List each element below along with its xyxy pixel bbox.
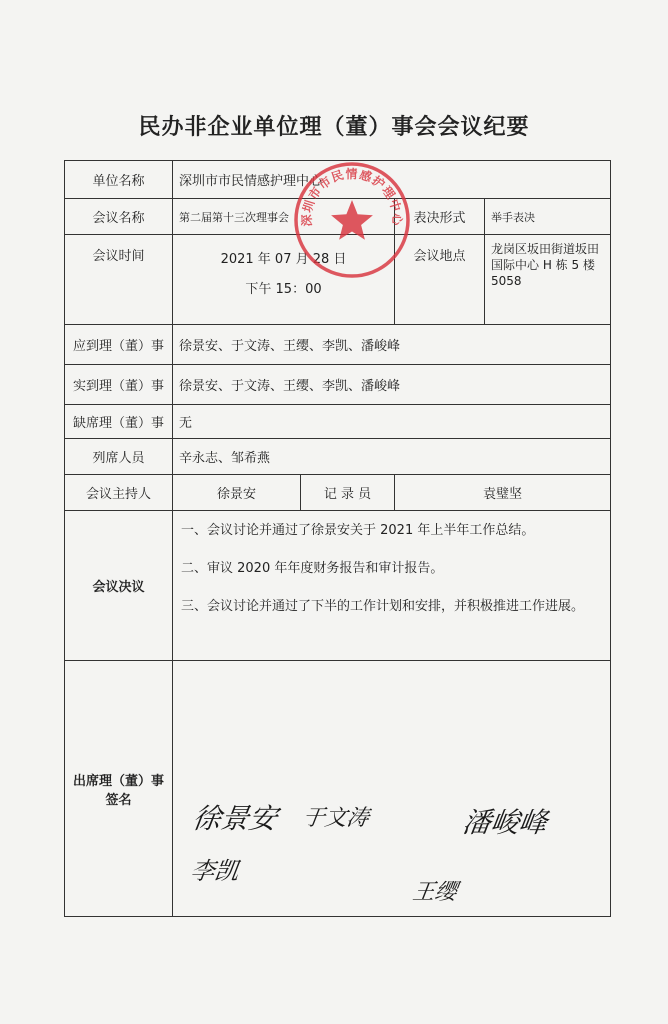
resolutions-label: 会议决议 [65,511,173,661]
row-signatures [65,661,611,917]
attendees-label: 列席人员 [65,439,173,475]
signatures-label: 出席理（董）事签名 [65,661,173,917]
vote-form-value: 举手表决 [485,199,611,235]
vote-form-label: 表决形式 [395,199,485,235]
absent-value: 无 [173,405,611,439]
row-absent [65,405,611,439]
meeting-time-label: 会议时间 [65,235,173,325]
host-value: 徐景安 [173,475,301,511]
signature: 于文涛 [300,805,371,831]
actual-label: 实到理（董）事 [65,365,173,405]
row-attendees [65,439,611,475]
svg-text:深圳市市民情感护理中心: 深圳市市民情感护理中心 [299,167,405,227]
host-label: 会议主持人 [65,475,173,511]
row-expected [65,325,611,365]
page-title: 民办非企业单位理（董）事会会议纪要 [138,115,530,140]
meeting-place-value: 龙岗区坂田街道坂田国际中心 H 栋 5 楼 5058 [485,235,611,325]
meeting-name-value: 第二届第十三次理事会 [173,199,395,235]
unit-value: 深圳市市民情感护理中心 [173,161,611,199]
meeting-time-value [173,235,395,325]
row-unit [65,161,611,199]
meeting-name-label: 会议名称 [65,199,173,235]
meeting-place-label: 会议地点 [395,235,485,325]
actual-value: 徐景安、于文涛、王缨、李凯、潘峻峰 [173,365,611,405]
recorder-label: 记 录 员 [301,475,395,511]
row-actual [65,365,611,405]
signature: 李凯 [188,856,241,885]
resolution-item: 三、会议讨论并通过了下半的工作计划和安排，并积极推进工作进展。 [181,599,585,614]
resolution-item: 二、审议 2020 年年度财务报告和审计报告。 [181,561,444,576]
signature: 徐景安 [190,801,280,835]
meeting-date: 2021 年 07 月 28 日 [220,252,347,267]
row-meeting-name [65,199,611,235]
minutes-table [64,160,611,917]
meeting-clock: 下午 15：00 [245,282,322,297]
expected-label: 应到理（董）事 [65,325,173,365]
recorder-value: 袁璧坚 [395,475,611,511]
signature: 潘峻峰 [460,805,550,839]
row-time-place [65,235,611,325]
unit-label: 单位名称 [65,161,173,199]
signatures-area [173,661,611,917]
signature: 王缨 [410,879,459,905]
row-resolutions [65,511,611,661]
absent-label: 缺席理（董）事 [65,405,173,439]
resolution-item: 一、会议讨论并通过了徐景安关于 2021 年上半年工作总结。 [181,523,535,538]
row-host-recorder [65,475,611,511]
expected-value: 徐景安、于文涛、王缨、李凯、潘峻峰 [173,325,611,365]
resolutions-value [173,511,611,661]
attendees-value: 辛永志、邹希燕 [173,439,611,475]
